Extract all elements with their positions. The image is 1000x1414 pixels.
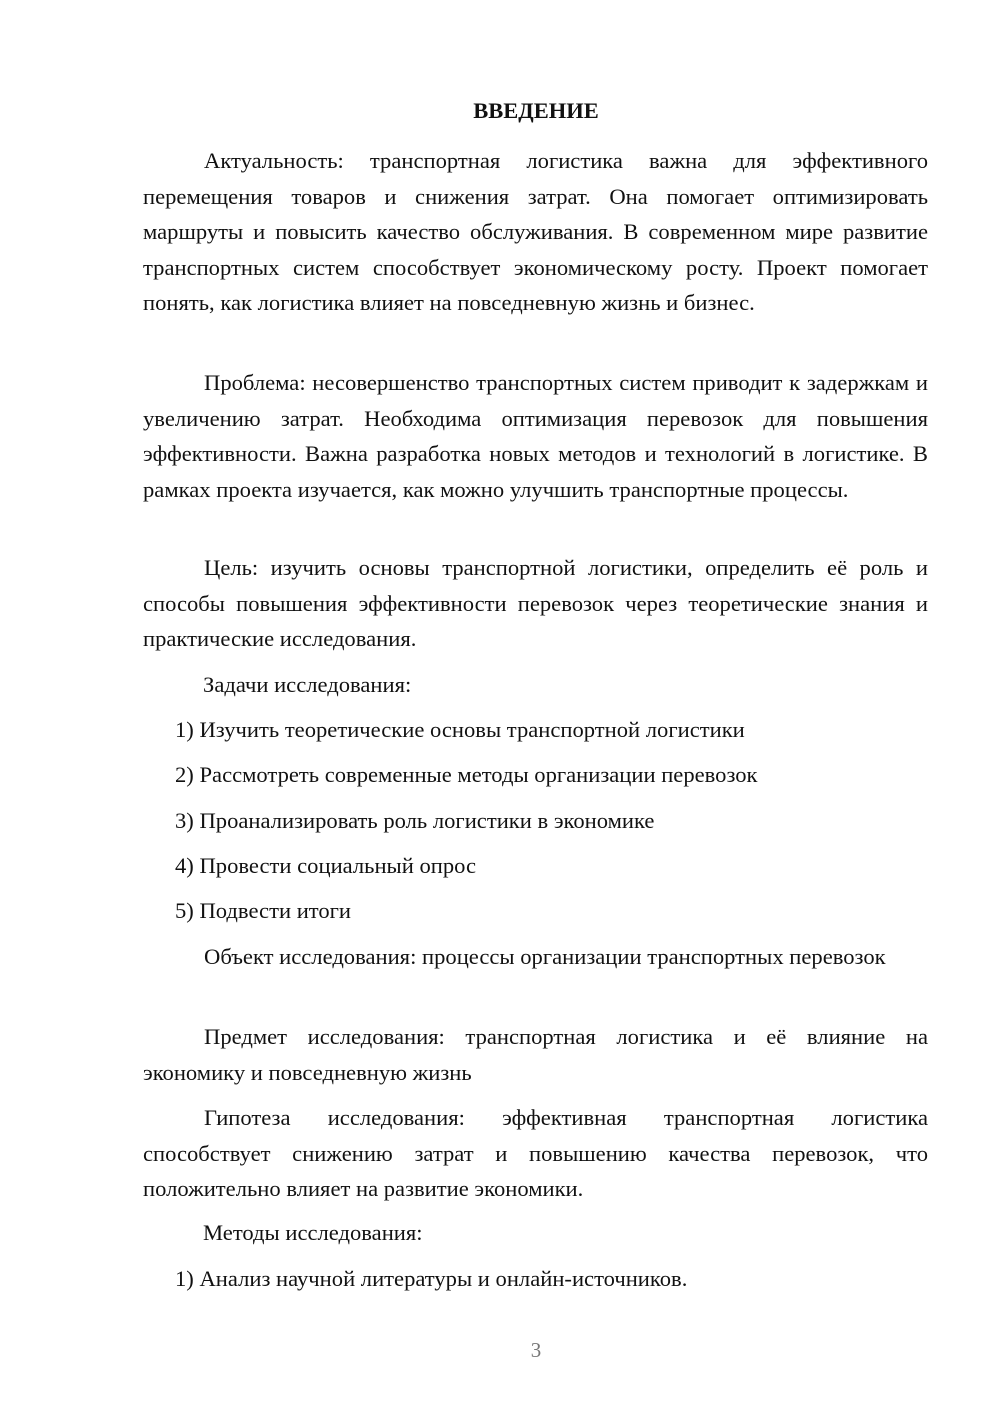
tasks-title: Задачи исследования:: [203, 672, 412, 697]
method-item: 1) Анализ научной литературы и онлайн-источников.: [175, 1266, 688, 1291]
subject-paragraph: Предмет исследования: транспортная логистика и её влияние на экономику и повседневную жизнь: [143, 1024, 928, 1085]
goal-paragraph: Цель: изучить основы транспортной логистики, определить её роль и способы повышения эффективности перевозок через теоретические знания и практические исследования.: [143, 555, 928, 651]
task-item: 3) Проанализировать роль логистики в экономике: [175, 808, 655, 833]
problem-paragraph: Проблема: несовершенство транспортных систем приводит к задержкам и увеличению затрат. Необходима оптимизация перевозок для повышения эффективности. Важна разработка новых методов и технологий в логистике. В рамках проекта изучается, как можно улучшить транспортные процессы.: [143, 370, 928, 502]
task-item: 4) Провести социальный опрос: [175, 853, 477, 878]
methods-title: Методы исследования:: [203, 1220, 423, 1245]
section-heading: ВВЕДЕНИЕ: [473, 98, 599, 123]
relevance-paragraph: Актуальность: транспортная логистика важна для эффективного перемещения товаров и снижения затрат. Она помогает оптимизировать маршруты и повысить качество обслуживания. В современном мире развитие транспортных систем способствует экономическому росту. Проект помогает понять, как логистика влияет на повседневную жизнь и бизнес.: [143, 148, 928, 315]
task-item: 1) Изучить теоретические основы транспортной логистики: [175, 717, 745, 742]
task-item: 5) Подвести итоги: [175, 898, 352, 923]
page-number: 3: [530, 1338, 542, 1362]
task-item: 2) Рассмотреть современные методы организации перевозок: [175, 762, 758, 787]
hypothesis-paragraph: Гипотеза исследования: эффективная транспортная логистика способствует снижению затрат и повышению качества перевозок, что положительно влияет на развитие экономики.: [143, 1105, 928, 1201]
object-paragraph: Объект исследования: процессы организации транспортных перевозок: [204, 944, 886, 969]
